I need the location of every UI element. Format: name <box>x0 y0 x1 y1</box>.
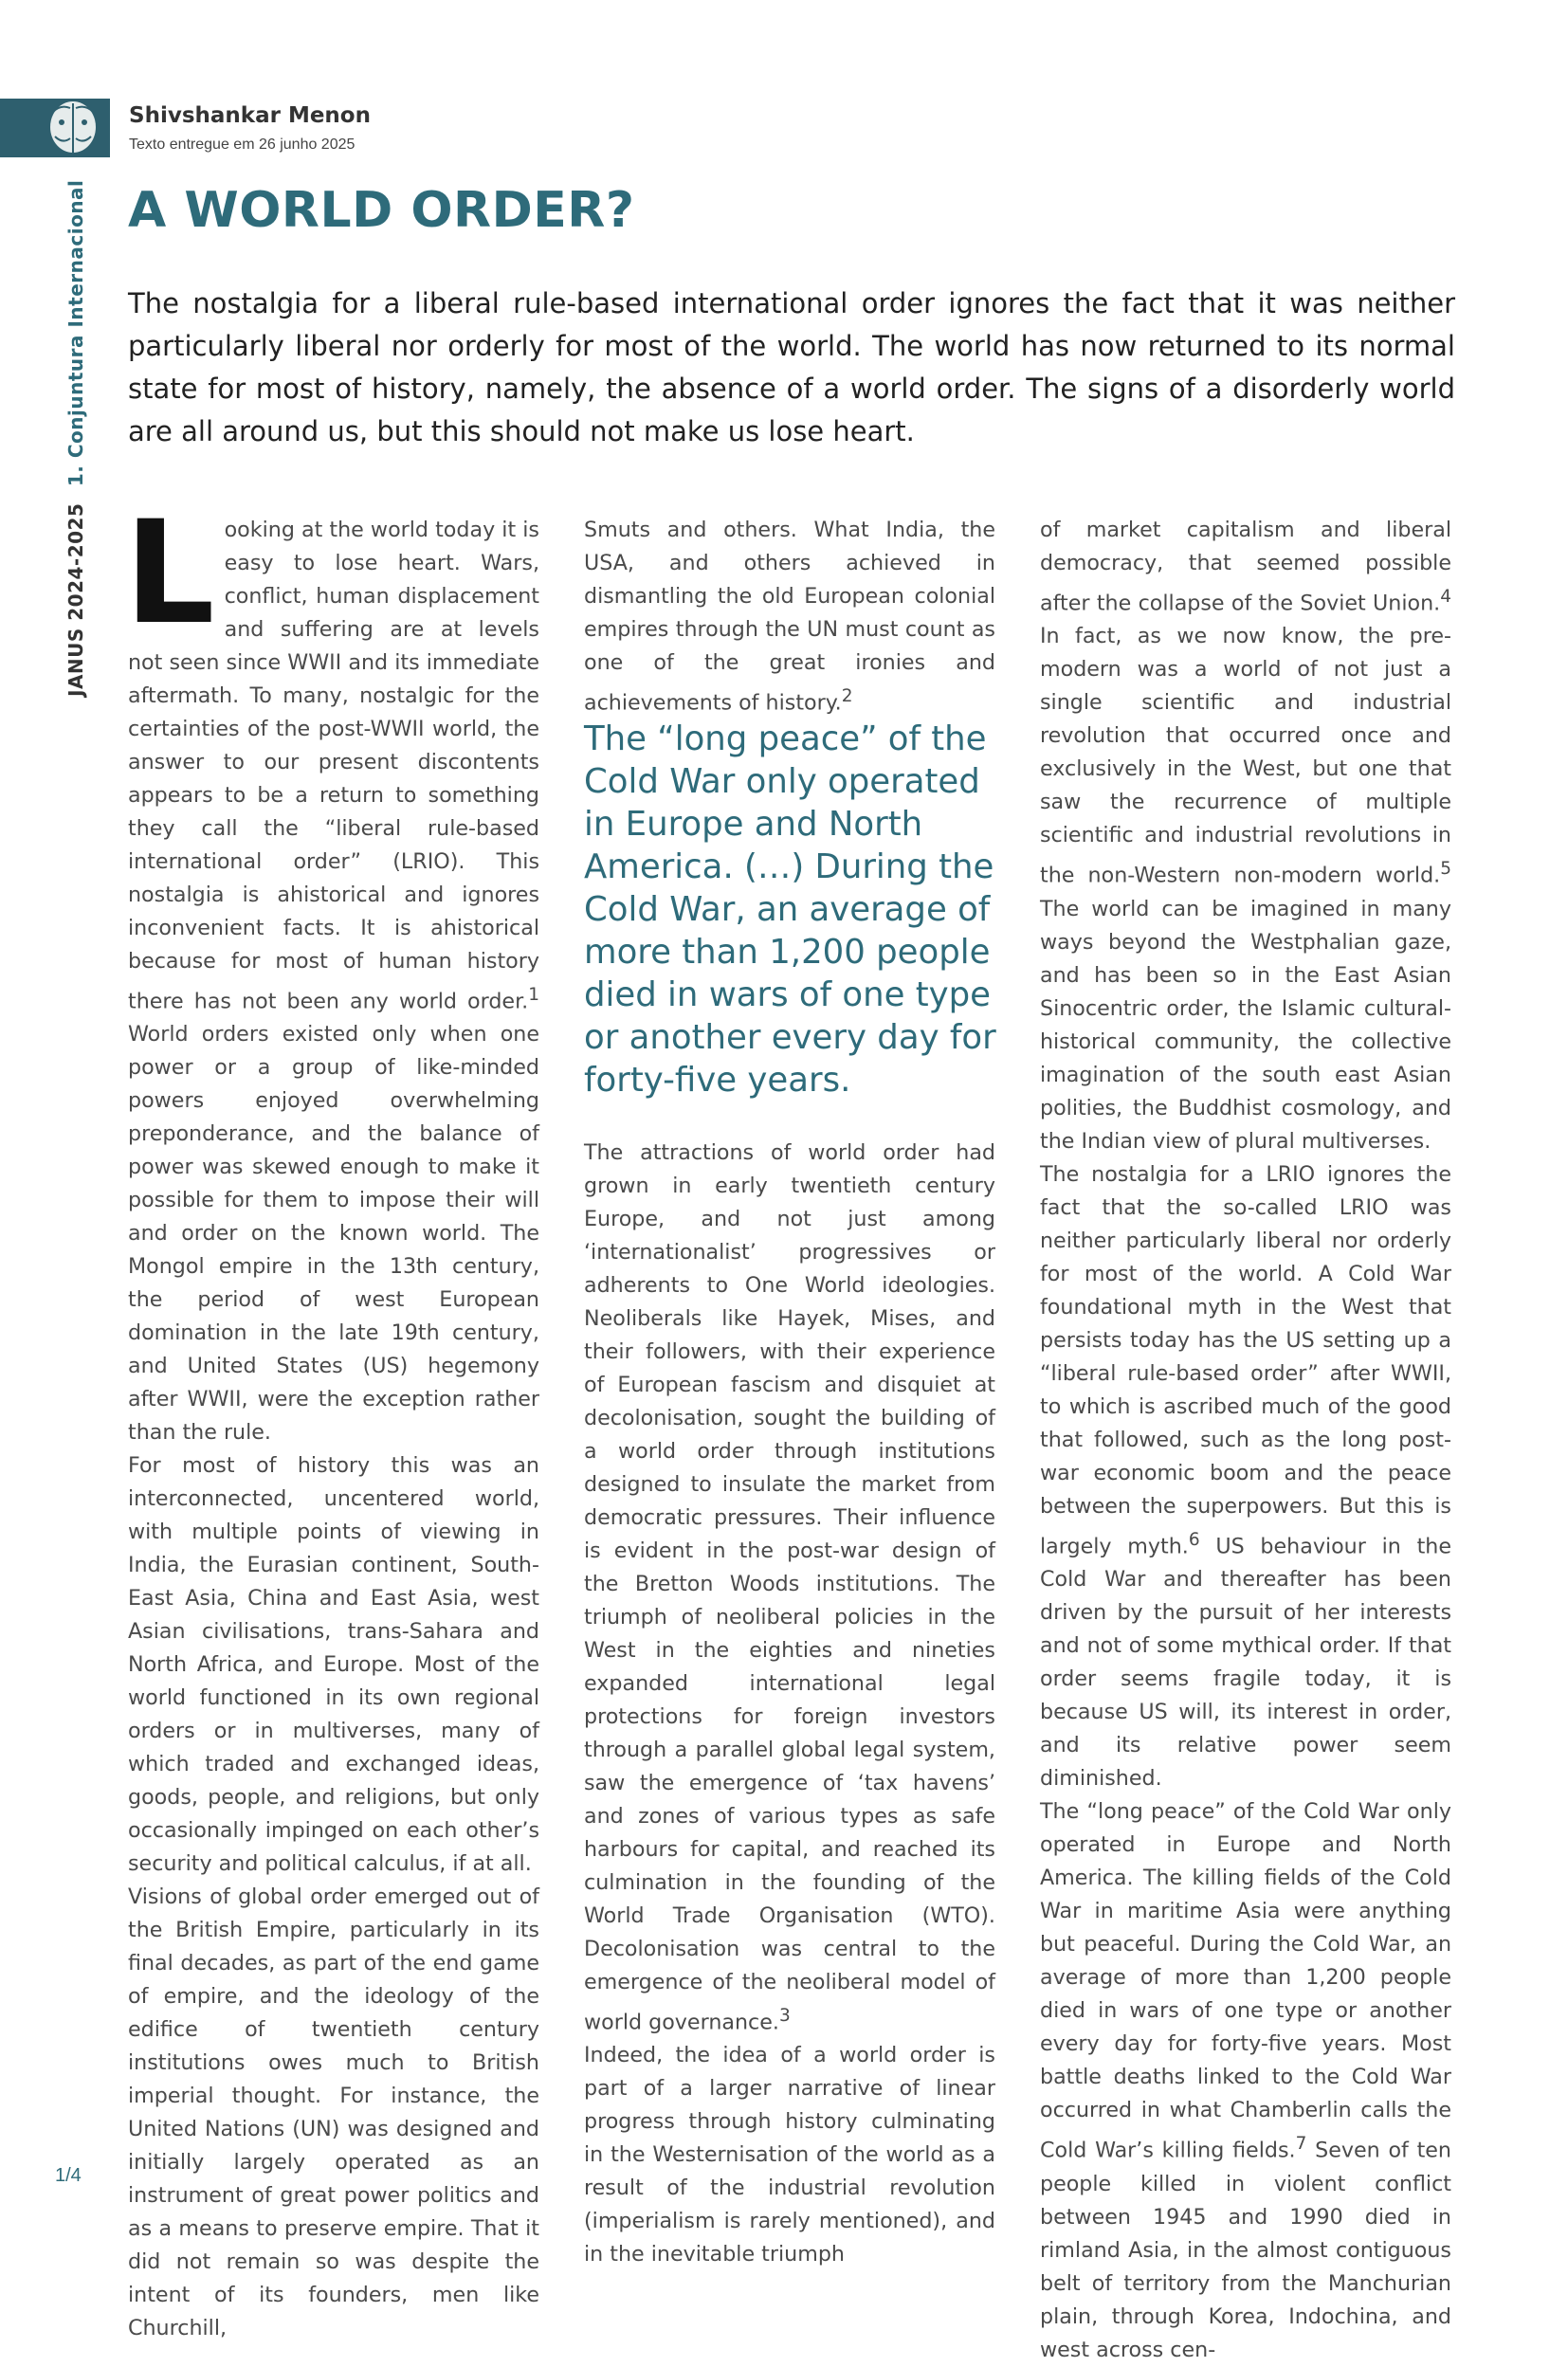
janus-head-icon <box>44 99 102 157</box>
paragraph: The attractions of world order had grown in early twentieth century Europe, and not just among ‘internationalist’ progressives or adherents to One World ideologies. Neoliberals like Hayek, Mises, and their followers, with their experience of European fascism and disquiet at decolonisation, sought the building of a world order through institutions designed to insulate the market from democratic pressures. Their influence is evident in the post-war design of the Bretton Woods institutions. The triumph of neoliberal policies in the West in the eighties and nineties expanded international legal protections for foreign investors through a parallel global legal system, saw the emergence of ‘tax havens’ and zones of various types as safe harbours for capital, and reached its culmination in the founding of the World Trade Organisation (WTO). Decolonisation was central to the emergence of the neoliberal model of world governance.$^3$ <box>584 1140 995 2035</box>
paragraph: Looking at the world today it is easy to lose heart. Wars, conflict, human displacement and suffering are at levels not seen since WWII and its immediate aftermath. To many, nostalgic for the certainties of the post-WWII world, the answer to our present discontents appears to be a return to something they call the “liberal rule-based international order” (LRIO). This nostalgia is ahistorical and ignores inconvenient facts. It is ahistorical because for most of human history there has not been any world order.$^1$ World orders existed only when one power or a group of like-minded powers enjoyed overwhelming preponderance, and the balance of power was skewed enough to make it possible for them to impose their will and order on the known world. The Mongol empire in the 13th century, the period of west European domination in the late 19th century, and United States (US) hegemony after WWII, were the exception rather than the rule. <box>124 491 539 1446</box>
journal-sidebar <box>64 180 87 697</box>
paragraph: of market capitalism and liberal democracy, that seemed possible after the collapse of the Soviet Union.$^4$ In fact, as we now know, the pre-modern was a world of not just a single scientific and industrial revolution that occurred once and exclusively in the West, but one that saw the recurrence of multiple scientific and industrial revolutions in the non-Western non-modern world.$^5$ The world can be imagined in many ways beyond the Westphalian gaze, and has been so in the East Asian Sinocentric order, the Islamic cultural-historical community, the collective imagination of the south east Asian polities, the Buddhist cosmology, and the Indian view of plural multiverses. <box>1040 518 1451 1154</box>
paragraph: The “long peace” of the Cold War only operated in Europe and North America. The killing fields of the Cold War in maritime Asia were anything but peaceful. During the Cold War, an average of more than 1,200 people died in wars of one type or another every day for forty-five years. Most battle deaths linked to the Cold War occurred in what Chamberlin calls the Cold War’s killing fields.$^7$ Seven of ten people killed in violent conflict between 1945 and 1990 died in rimland Asia, in the almost contiguous belt of territory from the Manchurian plain, through Korea, Indochina, and west across cen- <box>1040 1799 1451 2362</box>
column-1 <box>124 491 539 2341</box>
footnote-ref: 5 <box>1440 859 1451 880</box>
column-2-top <box>584 514 995 719</box>
paragraph: Visions of global order emerged out of the British Empire, particularly in its final decades, as part of the end game of empire, and the ideology of the edifice of twentieth century institutions owes much to British imperial thought. For instance, the United Nations (UN) was designed and initially largely operated as an instrument of great power politics and as a means to preserve empire. That it did not remain so was despite the intent of its founders, men like Churchill, <box>128 1884 539 2341</box>
section-name: 1. Conjuntura Internacional <box>64 179 87 487</box>
article-abstract: The nostalgia for a liberal rule-based international order ignores the fact that it was neither particularly liberal nor orderly for most of the world. The world has now returned to its normal state for most of history, namely, the absence of a world order. The signs of a disorderly world are all around us, but this should not make us lose heart. <box>128 287 1455 447</box>
paragraph: For most of history this was an interconnected, uncentered world, with multiple points of viewing in India, the Eurasian continent, South-East Asia, China and East Asia, west Asian civilisations, trans-Sahara and North Africa, and Europe. Most of the world functioned in its own regional orders or in multiverses, many of which traded and exchanged ideas, goods, people, and religions, but only occasionally impinged on each other’s security and political calculus, if at all. <box>128 1453 539 1877</box>
author-name: Shivshankar Menon <box>129 103 371 128</box>
journal-name: JANUS 2024-2025 <box>64 502 87 697</box>
article-title: A WORLD ORDER? <box>128 182 635 239</box>
column-2-bottom <box>584 1137 995 2271</box>
footnote-ref: 4 <box>1440 587 1451 607</box>
paragraph: Smuts and others. What India, the USA, and others achieved in dismantling the old European colonial empires through the UN must count as one of the great ironies and achievements of history.$^2$ <box>584 518 995 716</box>
pull-quote: The “long peace” of the Cold War only operated in Europe and North America. (…) During the Cold War, an average of more than 1,200 people died in wars of one type or another every day for forty-five years. <box>584 719 996 1100</box>
page-number: 1/4 <box>55 2165 82 2186</box>
footnote-ref: 1 <box>528 985 539 1005</box>
drop-cap: L <box>124 491 215 656</box>
footnote-ref: 3 <box>778 2006 791 2026</box>
footnote-ref: 7 <box>1295 2134 1307 2155</box>
journal-logo <box>0 99 110 157</box>
delivery-date: Texto entregue em 26 junho 2025 <box>129 137 356 153</box>
footnote-ref: 2 <box>841 686 853 706</box>
paragraph: The nostalgia for a LRIO ignores the fact that the so-called LRIO was neither particularly liberal nor orderly for most of the world. A Cold War foundational myth in the West that persists today has the US setting up a “liberal rule-based order” after WWII, to which is ascribed much of the good that followed, such as the long post-war economic boom and the peace between the superpowers. But this is largely myth.$^6$ US behaviour in the Cold War and thereafter has been driven by the pursuit of her interests and not of some mythical order. If that order seems fragile today, it is because US will, its interest in order, and its relative power seem diminished. <box>1040 1161 1451 1792</box>
paragraph: Indeed, the idea of a world order is part of a larger narrative of linear progress through history culminating in the Westernisation of the world as a result of the industrial revolution (imperialism is rarely mentioned), and in the inevitable triumph <box>584 2043 995 2267</box>
column-3 <box>1040 514 1451 2362</box>
footnote-ref: 6 <box>1188 1529 1200 1550</box>
